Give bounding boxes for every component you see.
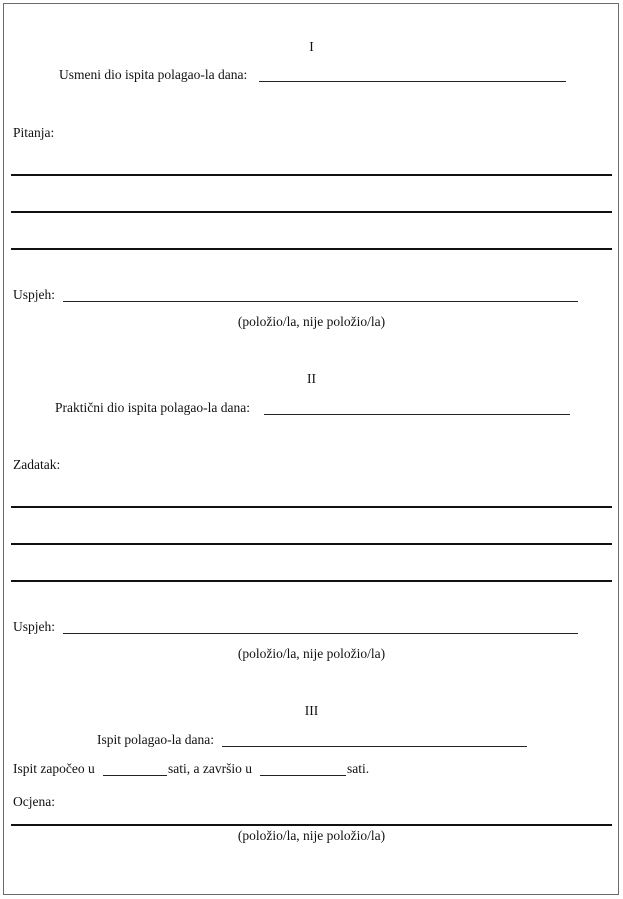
section-2-task-line-1[interactable] (11, 506, 612, 508)
section-2-numeral: II (307, 371, 316, 386)
section-3-date-field[interactable] (222, 746, 527, 747)
section-1-date-field[interactable] (259, 81, 566, 82)
section-3-grade-line[interactable] (11, 824, 612, 826)
section-2-task-line-2[interactable] (11, 543, 612, 545)
section-3-date-label: Ispit polagao-la dana: (97, 732, 214, 747)
section-2-task-line-3[interactable] (11, 580, 612, 582)
page-frame (3, 3, 619, 895)
section-3-grade-hint: (položio/la, nije položio/la) (237, 828, 386, 843)
section-1-result-field[interactable] (63, 301, 578, 302)
section-3-grade-label: Ocjena: (13, 794, 55, 809)
section-3-time-end-label: sati. (347, 761, 370, 776)
section-1-question-line-3[interactable] (11, 248, 612, 250)
section-1-question-line-2[interactable] (11, 211, 612, 213)
section-1-result-label: Uspjeh: (13, 287, 55, 302)
section-3-numeral: III (304, 703, 319, 718)
section-3-end-time-field[interactable] (260, 775, 346, 776)
section-2-date-label: Praktični dio ispita polagao-la dana: (55, 400, 250, 415)
section-1-result-hint: (položio/la, nije položio/la) (237, 314, 386, 329)
section-2-date-field[interactable] (264, 414, 570, 415)
section-2-result-label: Uspjeh: (13, 619, 55, 634)
section-2-result-hint: (položio/la, nije položio/la) (237, 646, 386, 661)
section-1-date-label: Usmeni dio ispita polagao-la dana: (59, 67, 248, 82)
section-2-result-field[interactable] (63, 633, 578, 634)
section-3-time-mid-label: sati, a završio u (168, 761, 252, 776)
section-1-question-line-1[interactable] (11, 174, 612, 176)
section-1-numeral: I (309, 39, 314, 54)
section-1-questions-label: Pitanja: (13, 125, 55, 140)
section-2-task-label: Zadatak: (13, 457, 61, 472)
section-3-time-start-label: Ispit započeo u (13, 761, 95, 776)
section-3-start-time-field[interactable] (103, 775, 167, 776)
